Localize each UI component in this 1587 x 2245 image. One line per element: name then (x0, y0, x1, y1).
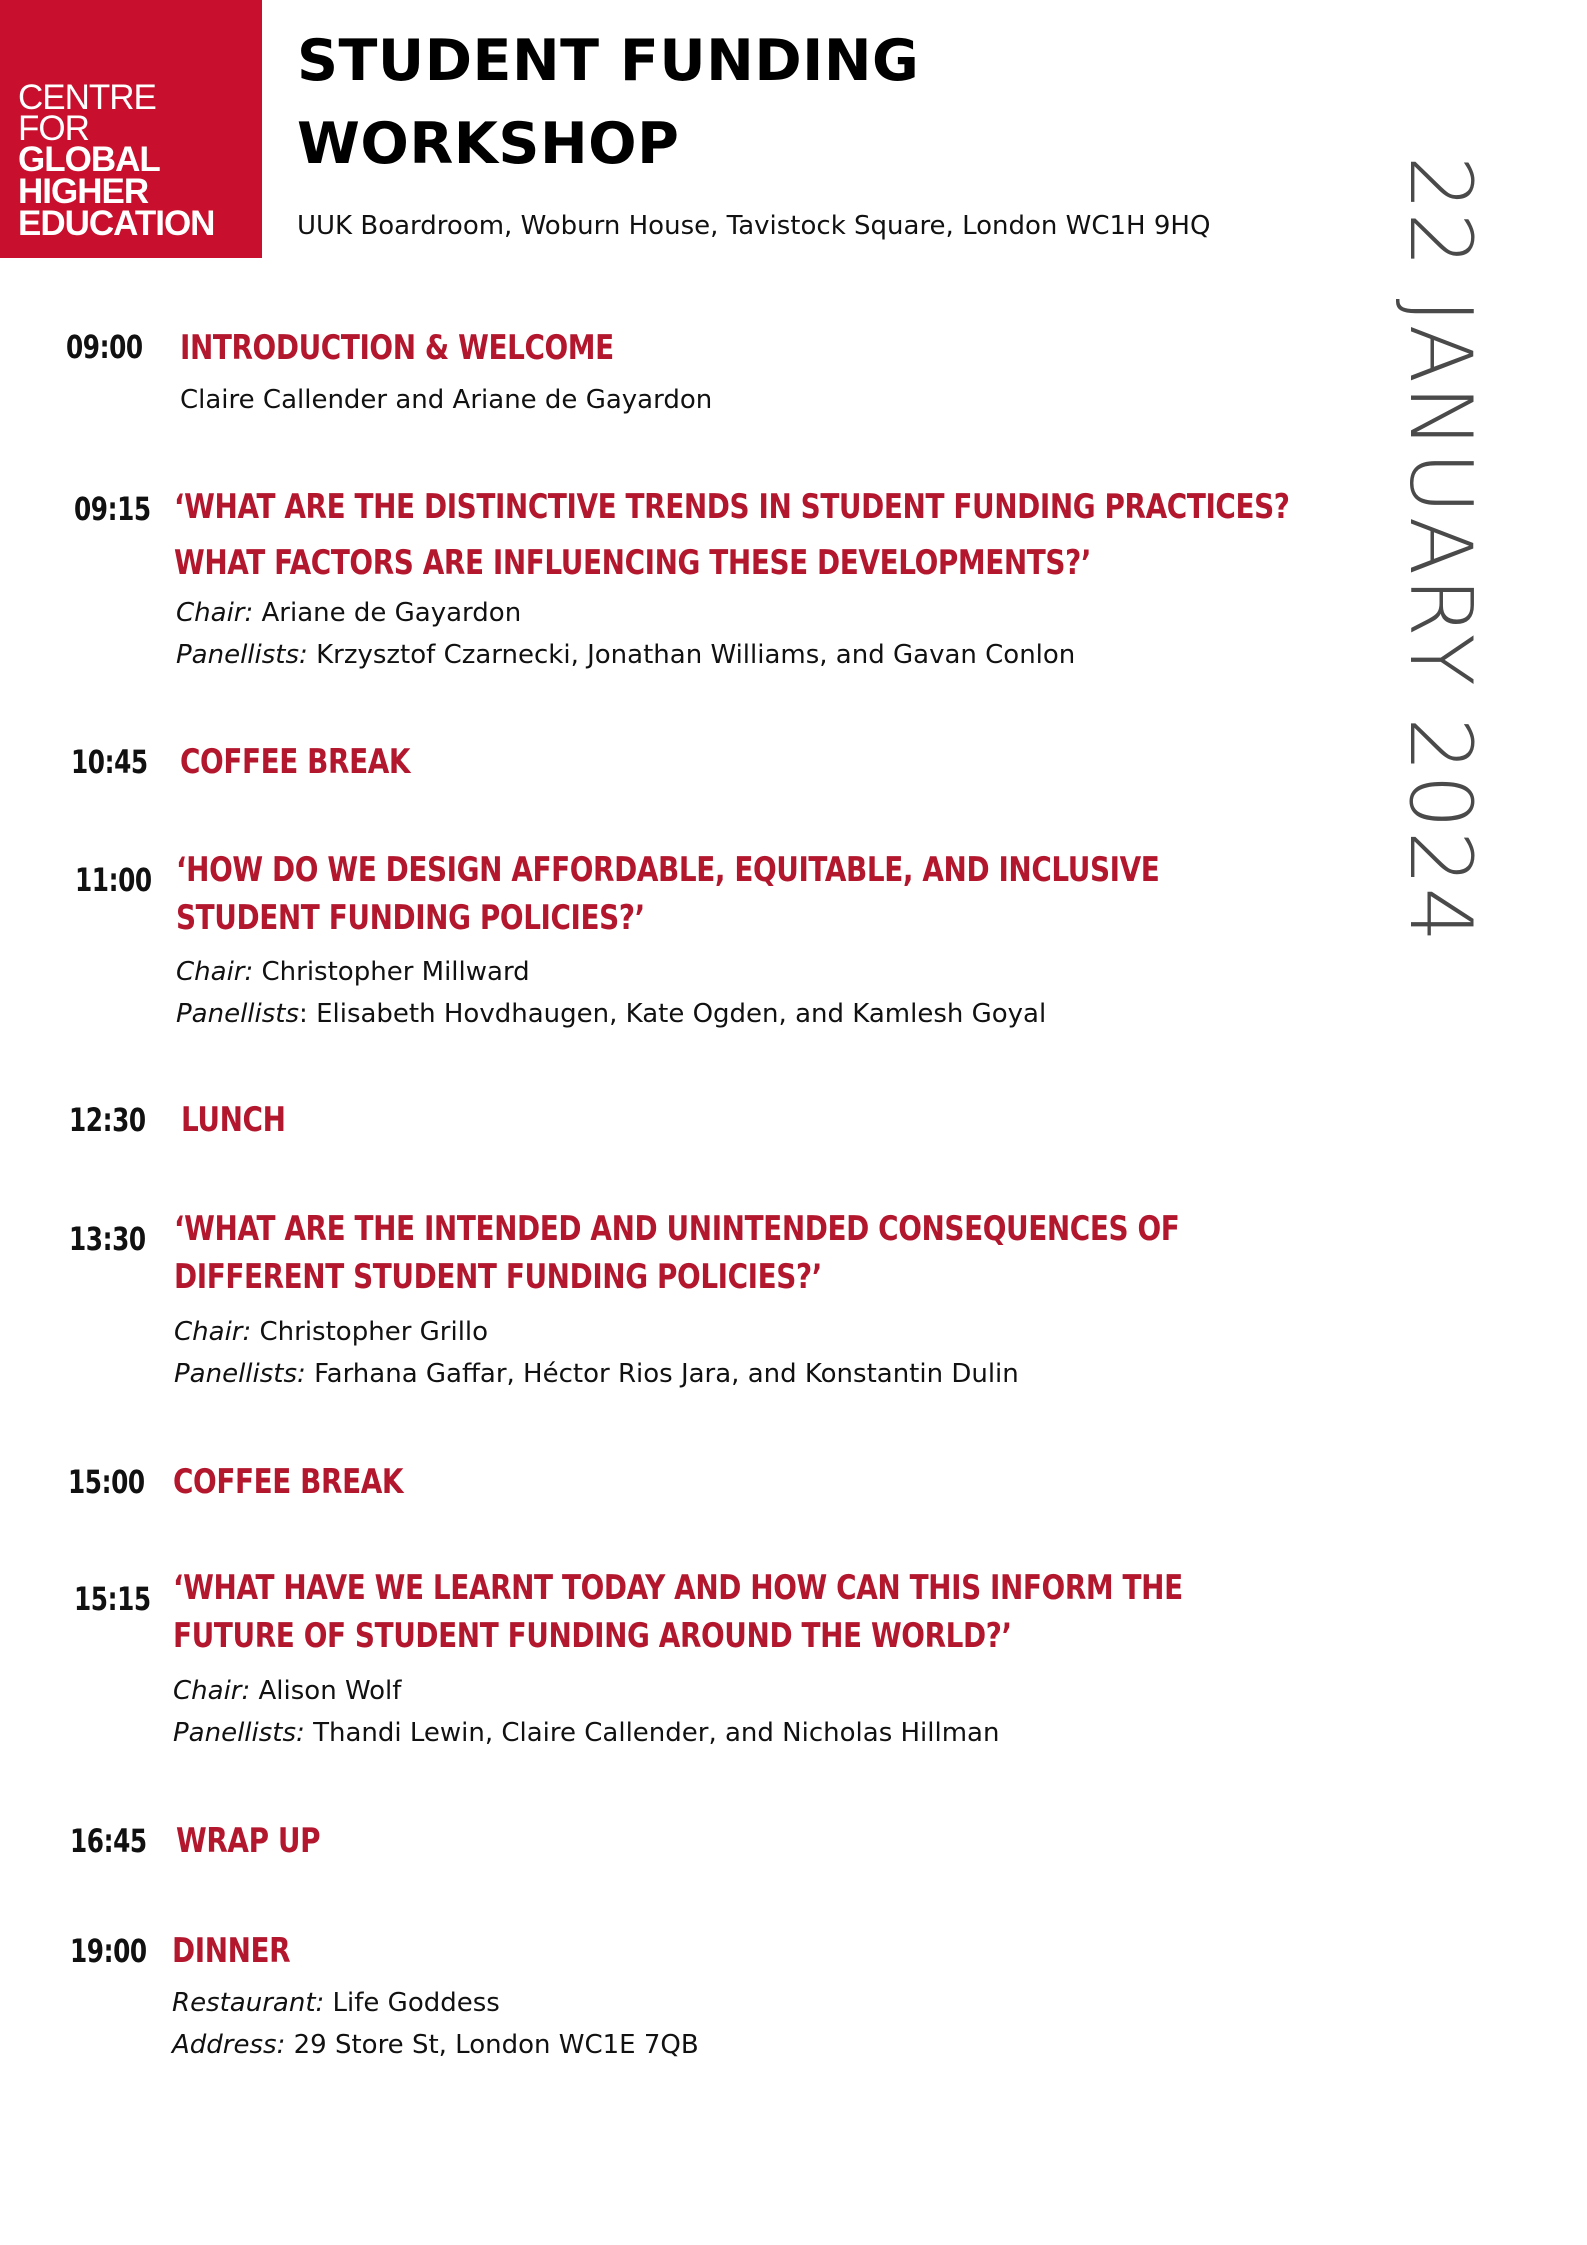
session-title (180, 320, 614, 376)
session-title (176, 846, 1159, 942)
logo-line-for: FOR (18, 109, 89, 148)
session-title (180, 734, 410, 790)
session-panellists (176, 634, 1075, 676)
session-panellists (174, 1353, 1019, 1395)
session-title (173, 1454, 403, 1510)
dinner-restaurant (172, 1982, 500, 2024)
session-title (173, 1564, 1183, 1660)
dinner-address (172, 2024, 699, 2066)
logo-line-higher: HIGHER (18, 172, 149, 211)
time-label: 16:45 (70, 1822, 147, 1860)
logo-line-centre: CENTRE (18, 78, 156, 117)
session-title-line: WHAT FACTORS ARE INFLUENCING THESE DEVELOPMENTS?’ (174, 543, 1092, 583)
session-speakers: Claire Callender and Ariane de Gayardon (180, 385, 713, 415)
session-title (174, 479, 1290, 591)
restaurant-name: Life Goddess (332, 1988, 500, 2018)
session-title (181, 1092, 285, 1148)
event-date-text: 22 JANUARY 2024 (1390, 155, 1490, 945)
panellists-label: Panellists (176, 999, 300, 1029)
panellists-label: Panellists: (176, 640, 308, 670)
chair-label: Chair: (174, 1317, 252, 1347)
session-chair (173, 1670, 401, 1712)
session-title-line: COFFEE BREAK (180, 742, 411, 782)
session-title-line: WRAP UP (176, 1821, 321, 1861)
address-label: Address: (172, 2030, 286, 2060)
session-title-line: ‘WHAT HAVE WE LEARNT TODAY AND HOW CAN THIS INFORM THE (173, 1568, 1183, 1608)
session-title-line: ‘WHAT ARE THE INTENDED AND UNINTENDED CONSEQUENCES OF (174, 1209, 1180, 1249)
session-panellists (173, 1712, 999, 1754)
time-label: 11:00 (75, 861, 152, 899)
time-label: 12:30 (69, 1101, 146, 1139)
session-chair (174, 1311, 488, 1353)
time-label: 13:30 (69, 1220, 146, 1258)
title-line-1: STUDENT FUNDING (297, 28, 920, 94)
chair-label: Chair: (176, 957, 254, 987)
session-title-line: STUDENT FUNDING POLICIES?’ (176, 898, 645, 938)
page-title (297, 20, 919, 186)
session-title (172, 1923, 290, 1979)
centre-logo (0, 0, 262, 258)
time-label: 09:15 (74, 490, 151, 528)
session-chair (176, 951, 530, 993)
session-title-line: ‘WHAT ARE THE DISTINCTIVE TRENDS IN STUDENT FUNDING PRACTICES? (174, 487, 1290, 527)
venue-address: UUK Boardroom, Woburn House, Tavistock Square, London WC1H 9HQ (297, 211, 1211, 241)
chair-name: Ariane de Gayardon (261, 598, 522, 628)
restaurant-label: Restaurant: (172, 1988, 325, 2018)
logo-line-global: GLOBAL (18, 140, 160, 179)
session-title (176, 1813, 320, 1869)
session-title-line: COFFEE BREAK (173, 1462, 404, 1502)
session-title-line: ‘HOW DO WE DESIGN AFFORDABLE, EQUITABLE, AND INCLUSIVE (176, 850, 1160, 890)
event-date (1360, 155, 1520, 945)
chair-name: Christopher Millward (261, 957, 530, 987)
session-title (174, 1205, 1179, 1301)
panellists-names: Thandi Lewin, Claire Callender, and Nicholas Hillman (313, 1718, 1000, 1748)
chair-label: Chair: (173, 1676, 251, 1706)
time-label: 15:00 (68, 1463, 145, 1501)
panellists-label: Panellists: (173, 1718, 305, 1748)
panellists-names: Farhana Gaffar, Héctor Rios Jara, and Konstantin Dulin (314, 1359, 1019, 1389)
time-label: 10:45 (71, 743, 148, 781)
chair-label: Chair: (176, 598, 254, 628)
chair-name: Alison Wolf (258, 1676, 402, 1706)
session-panellists (176, 993, 1046, 1035)
panellists-names: Krzysztof Czarnecki, Jonathan Williams, and Gavan Conlon (316, 640, 1076, 670)
panellists-names: : Elisabeth Hovdhaugen, Kate Ogden, and Kamlesh Goyal (299, 999, 1047, 1029)
logo-line-education: EDUCATION (18, 204, 215, 243)
chair-name: Christopher Grillo (259, 1317, 489, 1347)
session-title-line: FUTURE OF STUDENT FUNDING AROUND THE WORLD?’ (173, 1616, 1012, 1656)
session-title-line: DIFFERENT STUDENT FUNDING POLICIES?’ (174, 1257, 822, 1297)
address-value: 29 Store St, London WC1E 7QB (293, 2030, 699, 2060)
session-title-line: INTRODUCTION & WELCOME (180, 328, 614, 368)
session-chair (176, 592, 521, 634)
time-label: 19:00 (70, 1932, 147, 1970)
panellists-label: Panellists: (174, 1359, 306, 1389)
session-title-line: DINNER (172, 1931, 291, 1971)
title-line-2: WORKSHOP (297, 111, 680, 177)
time-label: 15:15 (74, 1580, 151, 1618)
session-title-line: LUNCH (181, 1100, 286, 1140)
time-label: 09:00 (66, 328, 143, 366)
